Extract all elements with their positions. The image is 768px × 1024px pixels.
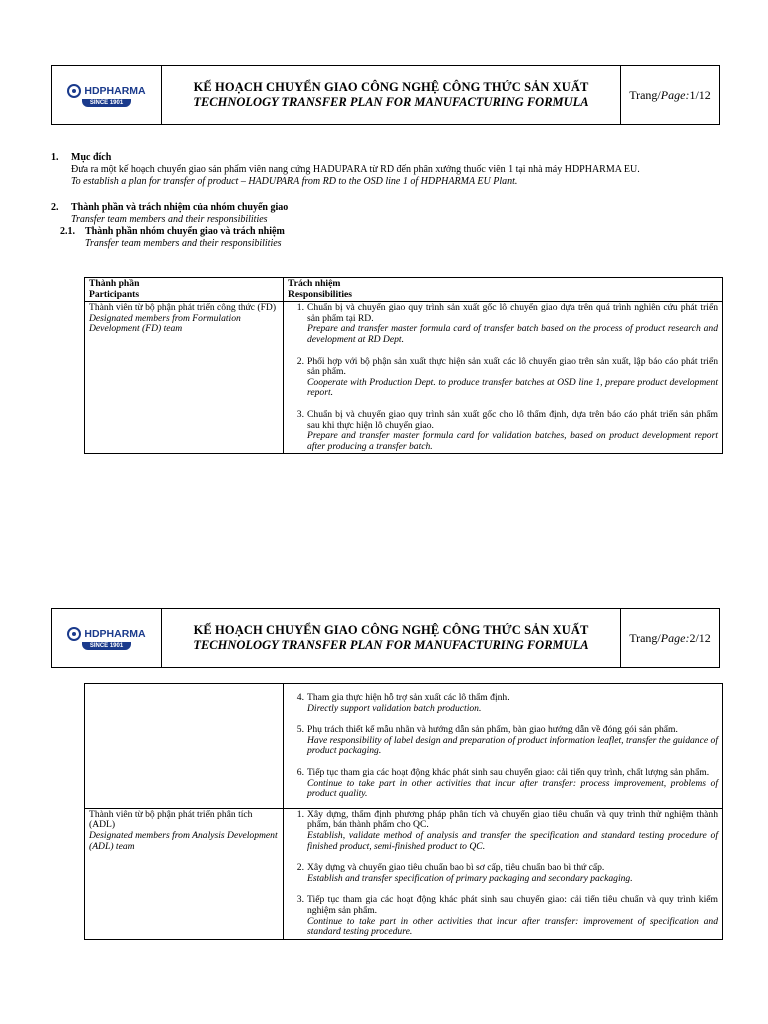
- item-number: 1.: [296, 302, 304, 314]
- item-number: 1.: [296, 808, 304, 820]
- title-en: TECHNOLOGY TRANSFER PLAN FOR MANUFACTURING FORMULA: [193, 95, 589, 109]
- section1-text-vn: Đưa ra một kế hoạch chuyển giao sản phẩm viên nang cứng HADUPARA từ RD đến phân xưởng thuốc viên 1 tại nhà máy HDPHARMA EU.: [71, 164, 640, 175]
- title-en: TECHNOLOGY TRANSFER PLAN FOR MANUFACTURING FORMULA: [193, 638, 589, 652]
- page-value: 2/12: [689, 630, 711, 645]
- fd-responsibilities: [284, 302, 723, 454]
- list-item: [288, 810, 718, 852]
- adl-responsibilities: [284, 808, 723, 939]
- page-header-1: [51, 65, 720, 125]
- item-text-en: Have responsibility of label design and preparation of product information leaflet, transfer the guidance of product packaging.: [307, 734, 718, 757]
- page-value: 1/12: [689, 87, 711, 102]
- participant-fd: [85, 302, 284, 454]
- table-row: [85, 808, 723, 939]
- document-title: [162, 66, 620, 124]
- item-number: 4.: [296, 692, 304, 703]
- section21-text-en: Transfer team members and their responsibilities: [85, 238, 282, 249]
- item-text-vn: Xây dựng và chuyển giao tiêu chuẩn bao bì sơ cấp, tiêu chuẩn bao bì thứ cấp.: [307, 862, 605, 874]
- logo-mark-icon: [67, 84, 81, 98]
- participant-adl-en: Designated members from Analysis Development (ADL) team: [89, 829, 278, 852]
- item-number: 2.: [296, 862, 304, 874]
- page-label-en: Page:: [660, 87, 690, 102]
- header-responsibilities: [284, 278, 723, 302]
- list-item: [288, 410, 718, 452]
- item-text-en: Continue to take part in other activities that incur after transfer: process improvement, problems of product quality.: [307, 777, 718, 800]
- participant-adl-vn: Thành viên từ bộ phận phát triển phân tích (ADL): [89, 808, 253, 831]
- item-text-vn: Tiếp tục tham gia các hoạt động khác phát sinh sau chuyển giao: cải tiến quy trình, chất lượng sản phẩm.: [307, 766, 710, 778]
- logo-since: SINCE 1901: [82, 642, 131, 650]
- section21-number: 2.1.: [60, 226, 75, 237]
- item-text-en: Prepare and transfer master formula card for validation batches, based on product development report after producing a transfer batch.: [307, 430, 718, 452]
- item-text-en: Prepare and transfer master formula card of transfer batch based on the process of product research and development at RD Dept.: [307, 323, 718, 345]
- header-responsibilities-en: Responsibilities: [288, 288, 352, 300]
- header-participants-en: Participants: [89, 288, 140, 300]
- company-logo: [52, 66, 162, 124]
- list-item: [288, 303, 718, 345]
- section1-text-en: To establish a plan for transfer of product – HADUPARA from RD to the OSD line 1 of HDPHARMA EU Plant.: [71, 176, 518, 187]
- document-title: [162, 609, 620, 667]
- item-text-vn: Xây dựng, thẩm định phương pháp phân tích và chuyển giao tiêu chuẩn và quy trình thử nghiệm thành phẩm, bán thành phẩm cho QC.: [307, 808, 718, 831]
- item-number: 2.: [296, 355, 304, 367]
- section2-text-en: Transfer team members and their responsibilities: [71, 214, 268, 225]
- section2-heading: Thành phần và trách nhiệm của nhóm chuyển giao: [71, 202, 289, 213]
- section1-heading: Mục đích: [71, 152, 112, 163]
- item-number: 5.: [296, 724, 304, 736]
- header-participants: [85, 278, 284, 302]
- participant-fd-vn: Thành viên từ bộ phận phát triển công thức (FD): [89, 302, 277, 314]
- item-number: 6.: [296, 766, 304, 778]
- page-label-en: Page:: [660, 630, 690, 645]
- company-logo: [52, 609, 162, 667]
- item-text-vn: Tiếp tục tham gia các hoạt động khác phát sinh sau chuyển giao: cải tiến tiêu chuẩn và quy trình kiểm nghiệm sản phẩm.: [307, 894, 718, 916]
- list-item: [288, 725, 718, 757]
- item-text-en: Directly support validation batch production.: [307, 702, 482, 714]
- responsibility-table-2: [84, 683, 723, 940]
- item-text-vn: Phụ trách thiết kế mẫu nhãn và hướng dẫn sản phẩm, bàn giao hướng dẫn về đóng gói sản phẩm.: [307, 724, 678, 736]
- logo-mark-icon: [67, 627, 81, 641]
- item-text-en: Cooperate with Production Dept. to produce transfer batches at OSD line 1, prepare product development report.: [307, 376, 718, 399]
- title-vn: KẾ HOẠCH CHUYỂN GIAO CÔNG NGHỆ CÔNG THỨC SẢN XUẤT: [193, 623, 589, 637]
- list-item: [288, 863, 718, 884]
- participant-adl: [85, 808, 284, 939]
- header-responsibilities-vn: Trách nhiệm: [288, 278, 341, 289]
- list-item: [288, 357, 718, 399]
- page-label-vn: Trang/: [629, 630, 661, 645]
- logo-text: HDPHARMA: [84, 84, 146, 97]
- table-row: [85, 684, 723, 809]
- item-text-vn: Tham gia thực hiện hỗ trợ sản xuất các lô thẩm định.: [307, 692, 510, 703]
- header-participants-vn: Thành phần: [89, 278, 140, 289]
- title-vn: KẾ HOẠCH CHUYỂN GIAO CÔNG NGHỆ CÔNG THỨC SẢN XUẤT: [193, 80, 589, 94]
- table-header-row: [85, 278, 723, 302]
- item-text-vn: Chuẩn bị và chuyển giao quy trình sản xuất gốc cho lô thẩm định, dựa trên báo cáo phát triển sản phẩm sau khi thực hiện lô chuyển giao.: [307, 408, 718, 431]
- list-item: [288, 693, 718, 714]
- logo-text: HDPHARMA: [84, 627, 146, 640]
- page-label-vn: Trang/: [629, 87, 661, 102]
- section2-number: 2.: [51, 202, 59, 213]
- fd-responsibilities-continued: [284, 684, 723, 809]
- list-item: [288, 895, 718, 937]
- page-header-2: [51, 608, 720, 668]
- item-number: 3.: [296, 894, 304, 906]
- participant-fd-continued: [85, 684, 284, 809]
- page-number: [620, 609, 719, 667]
- responsibility-table-1: [84, 277, 723, 454]
- table-row: [85, 302, 723, 454]
- item-text-en: Establish, validate method of analysis and transfer the specification and standard testing procedure of finished product, semi-finished product to QC.: [307, 829, 718, 852]
- item-text-vn: Phối hợp với bộ phận sản xuất thực hiện sản xuất các lô chuyển giao trên sản xuất, lập báo cáo phát triển sản phẩm.: [307, 355, 718, 378]
- item-text-en: Continue to take part in other activities that incur after transfer: improvement of specification and standard testing procedure.: [307, 915, 718, 938]
- section1-number: 1.: [51, 152, 59, 163]
- section21-heading: Thành phần nhóm chuyển giao và trách nhiệm: [85, 226, 285, 237]
- item-text-vn: Chuẩn bị và chuyển giao quy trình sản xuất gốc lô chuyển giao dựa trên quá trình nghiên cứu phát triển sản phẩm tại RD.: [307, 302, 718, 324]
- page-number: [620, 66, 719, 124]
- item-text-en: Establish and transfer specification of primary packaging and secondary packaging.: [307, 872, 633, 884]
- list-item: [288, 768, 718, 800]
- logo-since: SINCE 1901: [82, 99, 131, 107]
- item-number: 3.: [296, 408, 304, 420]
- participant-fd-en: Designated members from Formulation Development (FD) team: [89, 312, 241, 335]
